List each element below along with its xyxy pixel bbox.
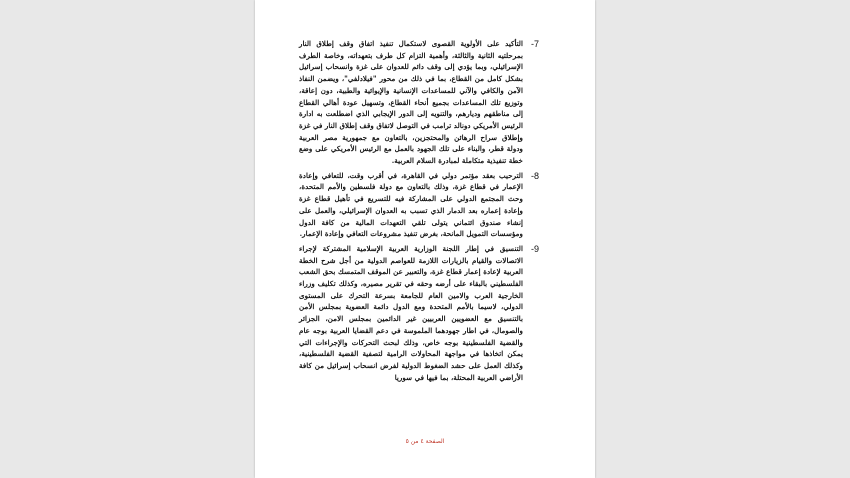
- item-number: -7: [530, 39, 539, 49]
- item-number: -8: [530, 170, 539, 181]
- list-item: [299, 170, 547, 240]
- item-text: التنسيق في إطار اللجنة الوزارية العربية الإسلامية المشتركة لإجراء الاتصالات والقيام بالزيارات اللازمة للعواصم الدولية من أجل شرح الخطة العربية لإعادة إعمار قطاع غزة، والتعبير عن الموقف المتمسك بحق الشعب الفلسطيني بالبقاء على أرضه وحقه في تقرير مصيره، وكذلك تكليف وزراء الخارجية العرب والامين العام للجامعة بسرعة التحرك على المستوى الدولي، لاسيما بالأمم المتحدة ومع الدول دائمة العضوية بمجلس الأمن بالتنسيق مع العضويين العربيين غير الدائمين بمجلس الامن، الجزائر والصومال، في اطار جهودهما الملموسة في دعم القضايا العربية بوجه عام والقضية الفلسطينية بوجه خاص، وذلك لبحث التحركات والإجراءات التي يمكن اتخاذها في مواجهة المحاولات الرامية لتصفية القضية الفلسطينية، وكذلك العمل على حشد الضغوط الدولية لفرض انسحاب إسرائيل من كافة الأراضي العربية المحتلة، بما فيها في سوريا: [299, 243, 523, 382]
- item-text: الترحيب بعقد مؤتمر دولي في القاهرة، في أقرب وقت، للتعافي وإعادة الإعمار في قطاع غزة، وذلك بالتعاون مع دولة فلسطين والأمم المتحدة، وحث المجتمع الدولي على المشاركة فيه للتسريع في تأهيل قطاع غزة وإعادة إعماره بعد الدمار الذي تسبب به العدوان الإسرائيلي، والعمل على إنشاء صندوق ائتماني يتولى تلقي التعهدات المالية من كافة الدول ومؤسسات التمويل المانحة، بغرض تنفيذ مشروعات التعافي وإعادة الإعمار.: [299, 170, 523, 239]
- item-text: التأكيد على الأولوية القصوى لاستكمال تنفيذ اتفاق وقف إطلاق النار بمرحلتيه الثانية والثالثة، وأهمية التزام كل طرف بتعهداته، وخاصة الطرف الإسرائيلي، وبما يؤدي إلى وقف دائم للعدوان على غزة وانسحاب إسرائيل بشكل كامل من القطاع، بما في ذلك من محور "فيلادلفي"، ويضمن النفاذ الآمن والكافي والآني للمساعدات الإنسانية والإيوائية والطبية، دون إعاقة، وتوزيع تلك المساعدات بجميع أنحاء القطاع، وتسهيل عودة أهالي القطاع إلى مناطقهم وديارهم، والتنويه إلى الدور الإيجابي الذي اضطلعت به ادارة الرئيس الأمريكي دونالد ترامب في التوصل لاتفاق وقف إطلاق النار في غزة وإطلاق سراح الرهائن والمحتجزين، بالتعاون مع جمهورية مصر العربية ودولة قطر، والبناء على تلك الجهود بالعمل مع الرئيس الأمريكي على وضع خطة تنفيذية متكاملة لمبادرة السلام العربية.: [299, 39, 523, 166]
- page-footer: الصفحة ٤ من ٥: [405, 438, 445, 445]
- document-page: [255, 0, 595, 478]
- page-content: [299, 38, 547, 386]
- list-item: [299, 243, 547, 383]
- list-item: [299, 38, 547, 167]
- item-number: -9: [530, 243, 539, 254]
